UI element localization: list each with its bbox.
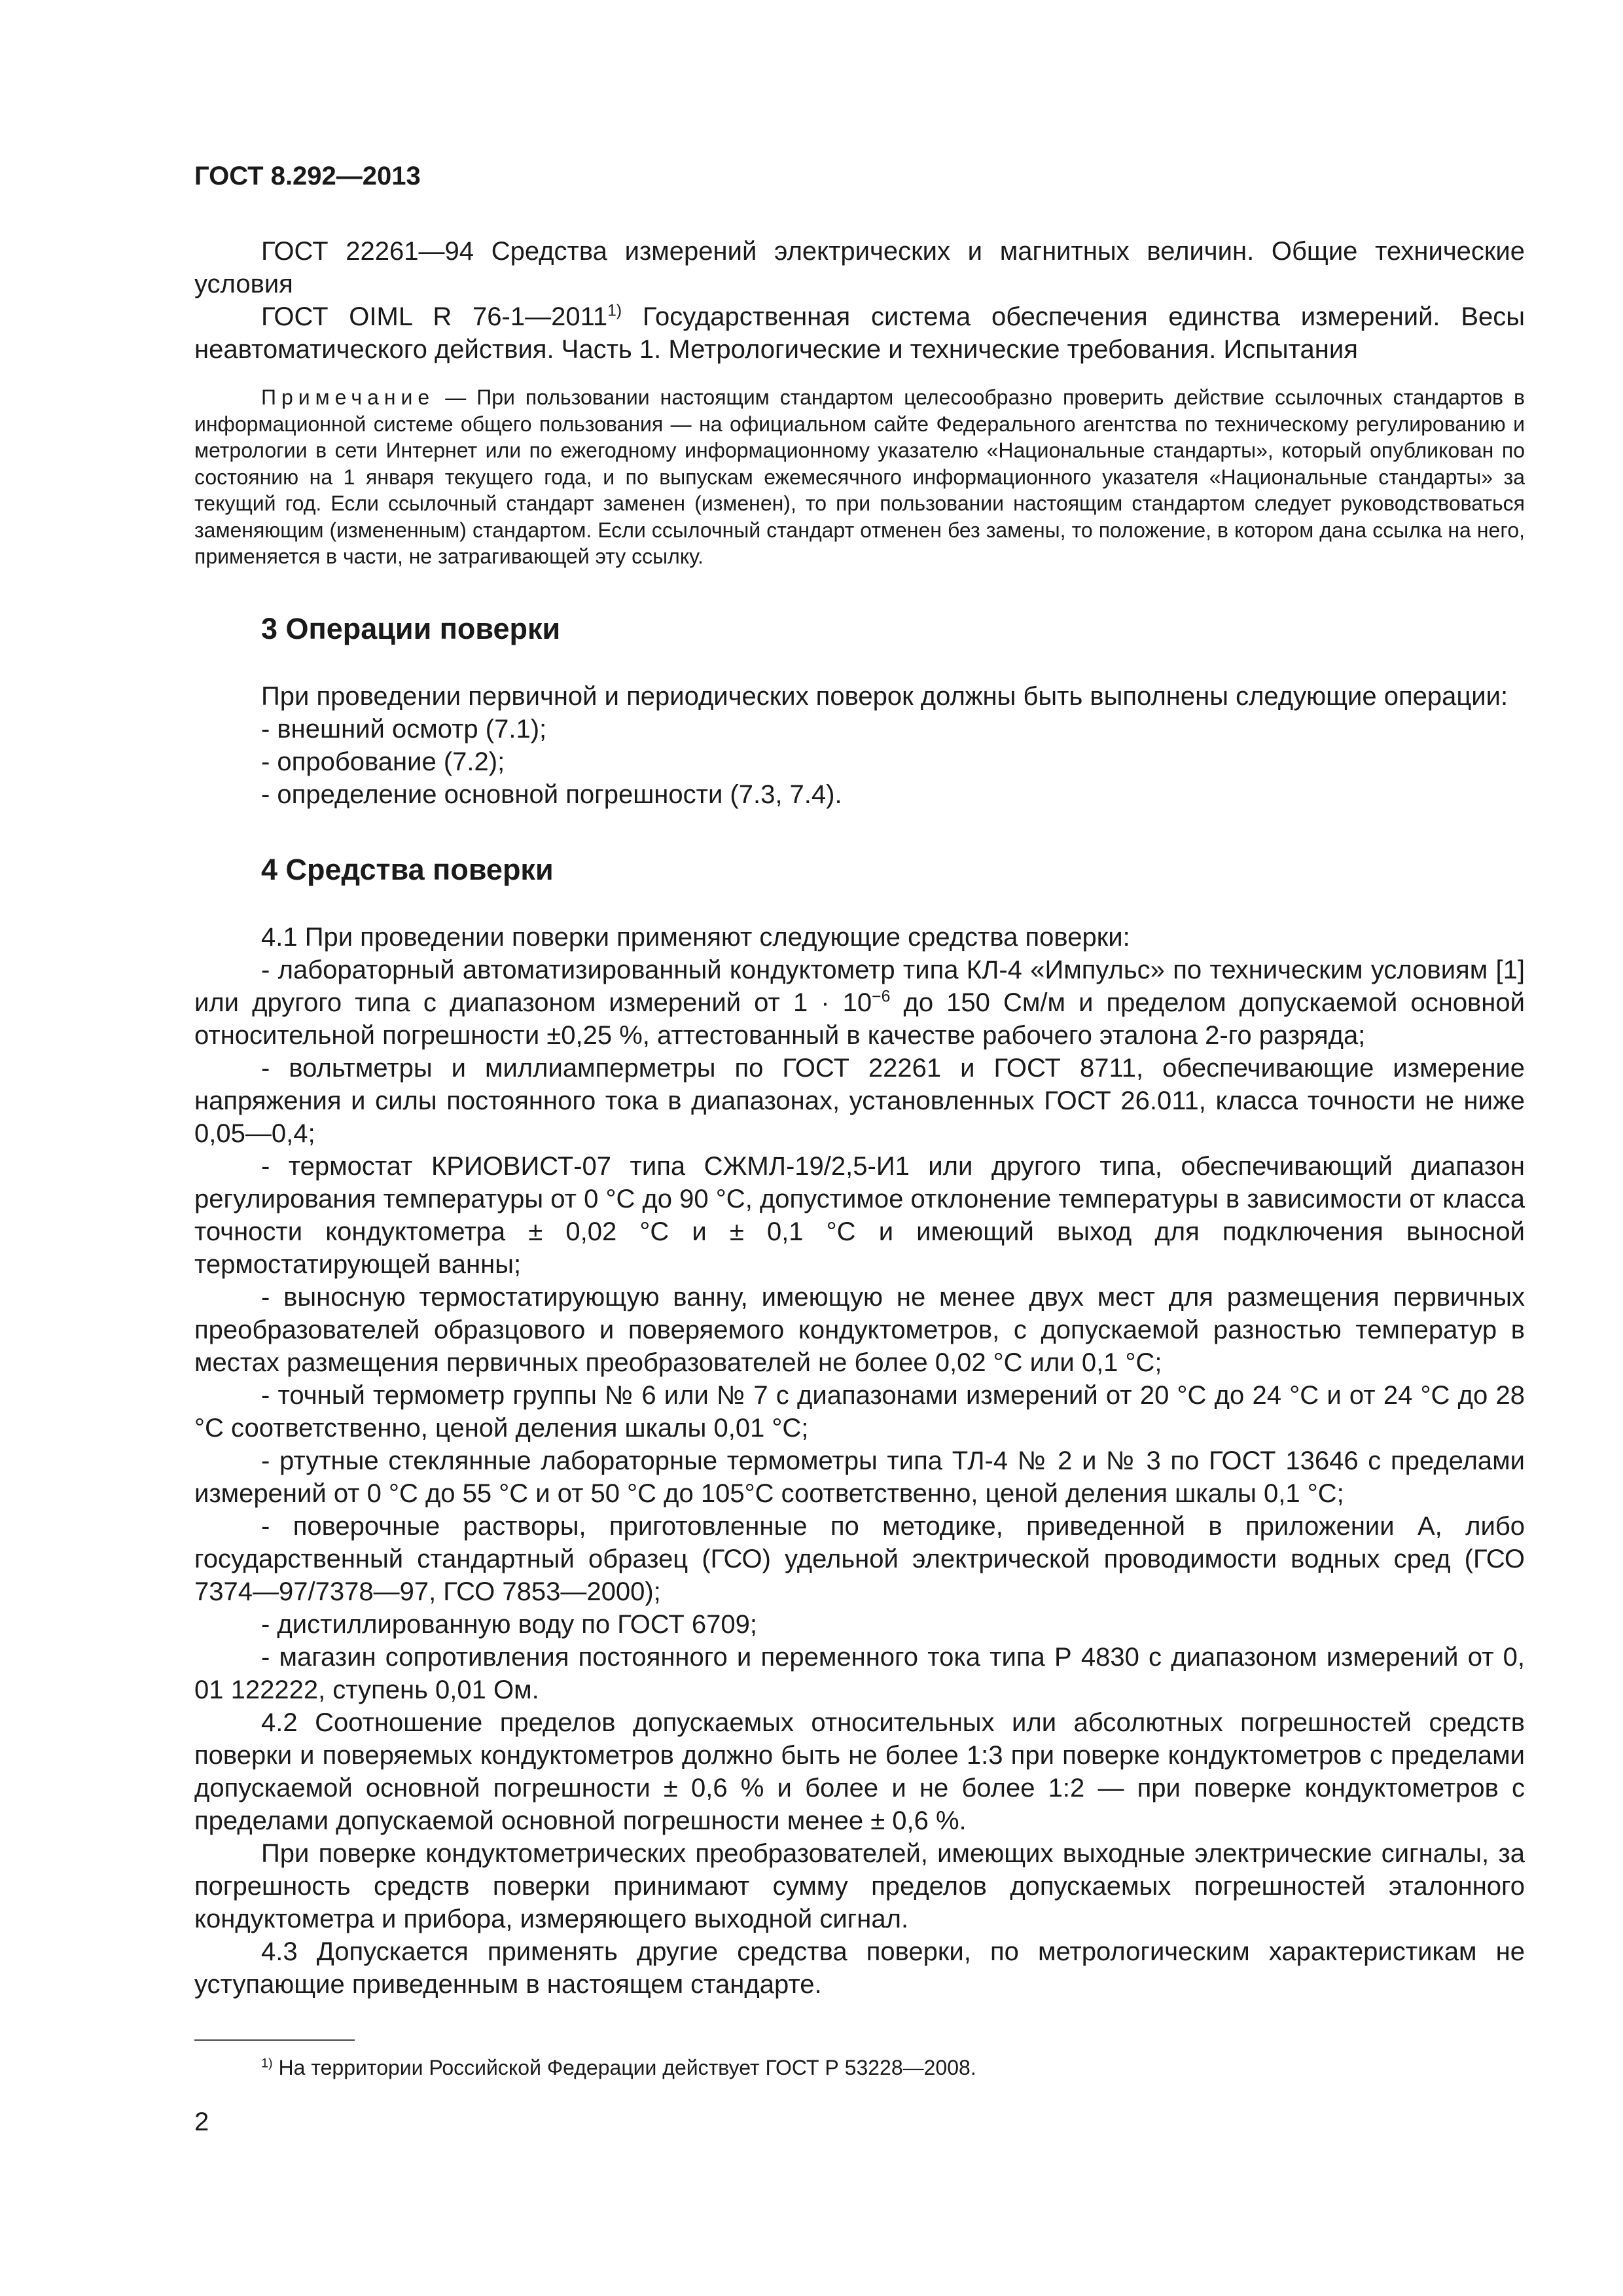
footnote-number: 1): [261, 2056, 273, 2071]
paragraph-4-1: 4.1 При проведении поверки применяют следующие средства поверки:: [261, 922, 1130, 952]
list-item: - внешний осмотр (7.1);: [261, 714, 547, 744]
list-item: - поверочные растворы, приготовленные по методике, приведенной в приложении А, либо государственный стандартный образец (ГСО) удельной электрической проводимости водных сред (ГСО 7374—97/7378—97, ГСО 7853—2000);: [194, 1511, 1525, 1606]
footnote-divider: [194, 2039, 355, 2041]
note-label: Примечание: [261, 386, 435, 409]
reference-gost-22261: ГОСТ 22261—94 Средства измерений электрических и магнитных величин. Общие технические условия: [194, 237, 1525, 298]
list-item: - лабораторный автоматизированный кондуктометр типа КЛ-4 «Импульс» по техническим условиям [1] или другого типа с диапазоном измерений от $1 \cdot 10^{-6}$ до 150 См/м и пределом допускаемой основной относительной погрешности ±0,25 %, аттестованный в качестве рабочего эталона 2-го разряда;: [194, 955, 1525, 1050]
list-item: - точный термометр группы № 6 или № 7 с диапазонами измерений от 20 °С до 24 °С и от 24 °С до 28 °С соответственно, ценой деления шкалы 0,01 °С;: [194, 1380, 1525, 1443]
list-item: - вольтметры и миллиамперметры по ГОСТ 22261 и ГОСТ 8711, обеспечивающие измерение напряжения и силы постоянного тока в диапазонах, установленных ГОСТ 26.011, класса точности не ниже 0,05—0,4;: [194, 1053, 1525, 1148]
document-page: [194, 160, 1525, 2001]
list-item: - выносную термостатирующую ванну, имеющую не менее двух мест для размещения первичных преобразователей образцового и поверяемого кондуктометров, с допускаемой разностью температур в местах размещения первичных преобразователей не более 0,02 °С или 0,1 °С;: [194, 1282, 1525, 1377]
list-item: - определение основной погрешности (7.3, 7.4).: [261, 780, 842, 809]
note-paragraph: [194, 384, 1525, 570]
list-item: - магазин сопротивления постоянного и переменного тока типа Р 4830 с диапазоном измерений от 0, 01 122222, ступень 0,01 Ом.: [194, 1642, 1525, 1704]
list-item: - термостат КРИОВИСТ-07 типа СЖМЛ-19/2,5-И1 или другого типа, обеспечивающий диапазон регулирования температуры от 0 °С до 90 °С, допустимое отклонение температуры в зависимости от класса точности кондуктометра ± 0,02 °С и ± 0,1 °С и имеющий выход для подключения выносной термостатирующей ванны;: [194, 1151, 1525, 1279]
footnote-text: На территории Российской Федерации действует ГОСТ Р 53228—2008.: [272, 2056, 976, 2079]
section-4-title: 4 Средства поверки: [261, 852, 554, 886]
document-code-header: ГОСТ 8.292—2013: [194, 162, 421, 190]
reference-gost-oiml: ГОСТ OIML R 76-1—2011$^{1)}$ Государственная система обеспечения единства измерений. Весы неавтоматического действия. Часть 1. Метрологические и технические требования. Испытания: [194, 302, 1525, 364]
paragraph-4-2: 4.2 Соотношение пределов допускаемых относительных или абсолютных погрешностей средств поверки и поверяемых кондуктометров должно быть не более 1:3 при поверке кондуктометров с пределами допускаемой основной погрешности ± 0,6 % и более и не более 1:2 — при поверке кондуктометров с пределами допускаемой основной погрешности менее ± 0,6 %.: [194, 1708, 1525, 1835]
paragraph-4-2-continued: При поверке кондуктометрических преобразователей, имеющих выходные электрические сигналы, за погрешность средств поверки принимают сумму пределов допускаемых погрешностей эталонного кондуктометра и прибора, измеряющего выходной сигнал.: [194, 1839, 1525, 1933]
list-item: - ртутные стеклянные лабораторные термометры типа ТЛ-4 № 2 и № 3 по ГОСТ 13646 с пределами измерений от 0 °С до 55 °С и от 50 °С до 105°С соответственно, ценой деления шкалы 0,1 °С;: [194, 1446, 1525, 1508]
list-item: - опробование (7.2);: [261, 747, 505, 776]
section-3-intro: При проведении первичной и периодических поверок должны быть выполнены следующие операции:: [261, 681, 1508, 711]
list-item: - дистиллированную воду по ГОСТ 6709;: [261, 1609, 758, 1639]
page-number: 2: [194, 2108, 209, 2136]
paragraph-4-3: 4.3 Допускается применять другие средства поверки, по метрологическим характеристикам не уступающие приведенным в настоящем стандарте.: [194, 1937, 1525, 1999]
section-3-title: 3 Операции поверки: [261, 611, 561, 645]
note-text: — При пользовании настоящим стандартом целесообразно проверить действие ссылочных стандартов в информационной системе общего пользования — на официальном сайте Федерального агентства по техническому регулированию и метрологии в сети Интернет или по ежегодному информационному указателю «Национальные стандарты», который опубликован по состоянию на 1 января текущего года, и по выпускам ежемесячного информационного указателя «Национальные стандарты» за текущий год. Если ссылочный стандарт заменен (изменен), то при пользовании настоящим стандартом следует руководствоваться заменяющим (измененным) стандартом. Если ссылочный стандарт отменен без замены, то положение, в котором дана ссылка на него, применяется в части, не затрагивающей эту ссылку.: [194, 386, 1525, 568]
footnote: [261, 2054, 1505, 2081]
footnote-marker: 1): [607, 302, 622, 320]
